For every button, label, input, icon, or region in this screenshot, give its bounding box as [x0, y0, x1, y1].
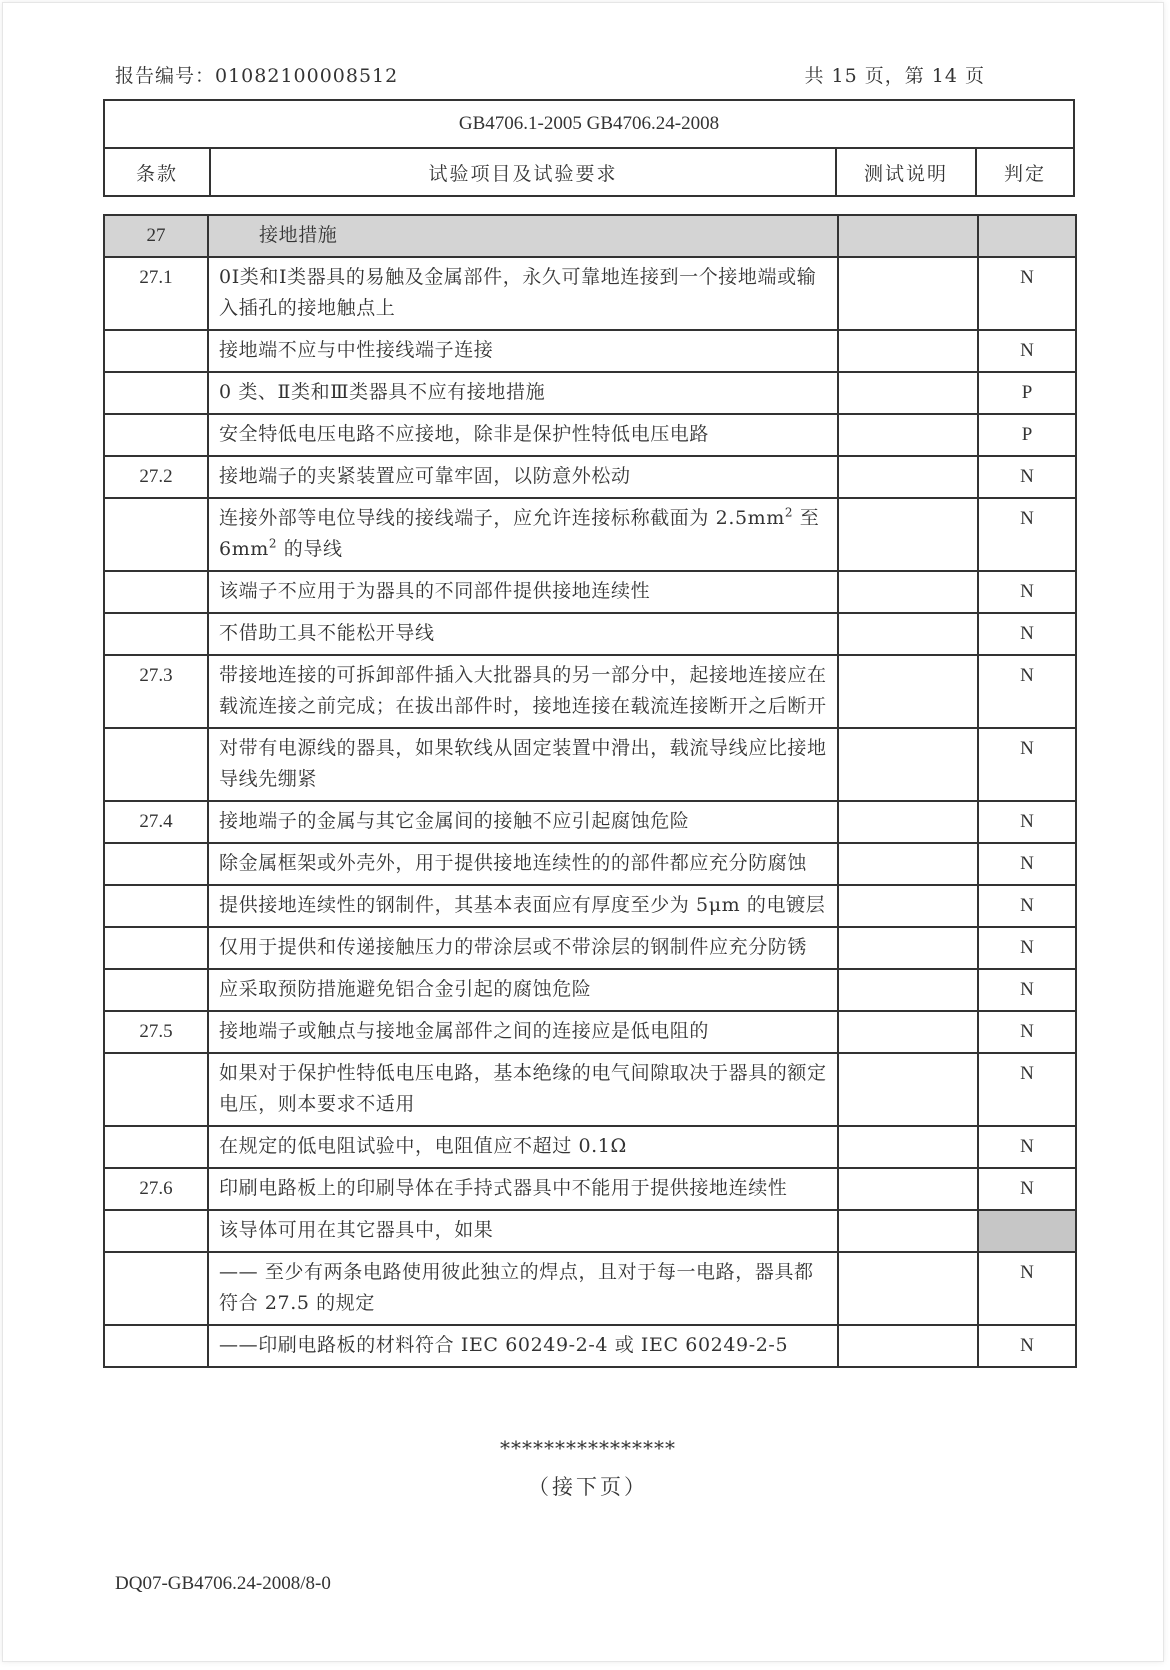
table-row — [104, 1168, 1076, 1210]
requirement-text: 对带有电源线的器具，如果软线从固定装置中滑出，载流导线应比接地导线先绷紧 — [208, 728, 838, 801]
test-remark — [838, 801, 978, 843]
table-row — [104, 969, 1076, 1011]
superscript: 2 — [268, 536, 278, 551]
verdict-cell: N — [978, 801, 1076, 843]
test-remark — [838, 372, 978, 414]
table-row — [104, 414, 1076, 456]
clause-number — [104, 1210, 208, 1252]
table-row — [104, 257, 1076, 330]
col-requirement: 试验项目及试验要求 — [210, 148, 836, 196]
table-row — [104, 1210, 1076, 1252]
requirement-text: 仅用于提供和传递接触压力的带涂层或不带涂层的钢制件应充分防锈 — [208, 927, 838, 969]
test-remark — [838, 1011, 978, 1053]
requirement-text: 提供接地连续性的钢制件，其基本表面应有厚度至少为 5μm 的电镀层 — [208, 885, 838, 927]
verdict-cell: N — [978, 498, 1076, 571]
col-clause: 条款 — [104, 148, 210, 196]
test-remark — [838, 1252, 978, 1325]
table-row — [104, 372, 1076, 414]
clause-number — [104, 728, 208, 801]
verdict-cell: N — [978, 1053, 1076, 1126]
clause-number — [104, 1126, 208, 1168]
superscript: 2 — [784, 505, 794, 520]
requirement-text: 如果对于保护性特低电压电路，基本绝缘的电气间隙取决于器具的额定电压，则本要求不适用 — [208, 1053, 838, 1126]
section-header-row — [104, 215, 1076, 257]
table-row — [104, 885, 1076, 927]
requirement-text: 印刷电路板上的印刷导体在手持式器具中不能用于提供接地连续性 — [208, 1168, 838, 1210]
requirement-text: 不借助工具不能松开导线 — [208, 613, 838, 655]
header-table — [103, 99, 1075, 197]
table-row — [104, 843, 1076, 885]
report-page — [2, 2, 1164, 1662]
test-remark — [838, 498, 978, 571]
table-row — [104, 1252, 1076, 1325]
test-remark — [838, 1168, 978, 1210]
clause-number — [104, 414, 208, 456]
clause-number — [104, 330, 208, 372]
clause-number — [104, 1252, 208, 1325]
clause-number — [104, 372, 208, 414]
test-remark — [838, 215, 978, 257]
requirement-text: ——印刷电路板的材料符合 IEC 60249-2-4 或 IEC 60249-2-5 — [208, 1325, 838, 1367]
clause-number — [104, 885, 208, 927]
clause-table — [103, 214, 1077, 1368]
test-remark — [838, 1210, 978, 1252]
verdict-cell: N — [978, 1168, 1076, 1210]
verdict-cell: N — [978, 969, 1076, 1011]
table-row — [104, 1325, 1076, 1367]
test-remark — [838, 613, 978, 655]
verdict-cell: P — [978, 414, 1076, 456]
test-remark — [838, 655, 978, 728]
col-remark: 测试说明 — [836, 148, 976, 196]
continued-note: （接下页） — [528, 1475, 648, 1499]
table-row — [104, 613, 1076, 655]
page-info: 共 15 页，第 14 页 — [804, 65, 985, 87]
test-remark — [838, 1126, 978, 1168]
requirement-fragment: 的导线 — [277, 538, 343, 560]
table-row — [104, 498, 1076, 571]
table-row — [104, 1053, 1076, 1126]
requirement-fragment: 连接外部等电位导线的接线端子，应允许连接标称截面为 2.5mm — [219, 507, 785, 529]
clause-number — [104, 969, 208, 1011]
verdict-cell — [978, 215, 1076, 257]
requirement-text: 在规定的低电阻试验中，电阻值应不超过 0.1Ω — [208, 1126, 838, 1168]
clause-number: 27.1 — [104, 257, 208, 330]
requirement-text: 接地端子或触点与接地金属部件之间的连接应是低电阻的 — [208, 1011, 838, 1053]
requirement-text: 除金属框架或外壳外，用于提供接地连续性的的部件都应充分防腐蚀 — [208, 843, 838, 885]
verdict-cell: N — [978, 927, 1076, 969]
clause-number — [104, 498, 208, 571]
table-row — [104, 801, 1076, 843]
verdict-cell: N — [978, 613, 1076, 655]
clause-number — [104, 927, 208, 969]
test-remark — [838, 257, 978, 330]
requirement-fragment: 至 6mm — [219, 507, 820, 560]
verdict-cell: N — [978, 655, 1076, 728]
table-row — [104, 456, 1076, 498]
verdict-cell: N — [978, 1011, 1076, 1053]
test-remark — [838, 885, 978, 927]
verdict-cell: N — [978, 1126, 1076, 1168]
clause-number: 27.4 — [104, 801, 208, 843]
verdict-cell: N — [978, 456, 1076, 498]
form-code: DQ07-GB4706.24-2008/8-0 — [115, 1573, 331, 1594]
requirement-text: 0I类和Ⅰ类器具的易触及金属部件，永久可靠地连接到一个接地端或输入插孔的接地触点上 — [208, 257, 838, 330]
clause-number: 27.6 — [104, 1168, 208, 1210]
requirement-text: 接地端子的金属与其它金属间的接触不应引起腐蚀危险 — [208, 801, 838, 843]
table-row — [104, 330, 1076, 372]
test-remark — [838, 843, 978, 885]
standard-title: GB4706.1-2005 GB4706.24-2008 — [104, 100, 1074, 148]
report-number: 报告编号：01082100008512 — [115, 65, 399, 87]
requirement-text: 安全特低电压电路不应接地，除非是保护性特低电压电路 — [208, 414, 838, 456]
end-mark: **************** — [500, 1436, 676, 1460]
requirement-text: 该导体可用在其它器具中，如果 — [208, 1210, 838, 1252]
verdict-cell: N — [978, 571, 1076, 613]
requirement-text: 该端子不应用于为器具的不同部件提供接地连续性 — [208, 571, 838, 613]
clause-number — [104, 843, 208, 885]
verdict-cell: N — [978, 330, 1076, 372]
table-row — [104, 571, 1076, 613]
requirement-text: 0 类、Ⅱ类和Ⅲ类器具不应有接地措施 — [208, 372, 838, 414]
test-remark — [838, 969, 978, 1011]
clause-number — [104, 1325, 208, 1367]
verdict-cell: N — [978, 728, 1076, 801]
test-remark — [838, 414, 978, 456]
table-row — [104, 1126, 1076, 1168]
verdict-cell: N — [978, 885, 1076, 927]
test-remark — [838, 728, 978, 801]
test-remark — [838, 927, 978, 969]
table-row — [104, 728, 1076, 801]
test-remark — [838, 330, 978, 372]
requirement-text: 接地端不应与中性接线端子连接 — [208, 330, 838, 372]
requirement-text — [208, 498, 838, 571]
verdict-cell: N — [978, 843, 1076, 885]
test-remark — [838, 1325, 978, 1367]
verdict-cell: N — [978, 257, 1076, 330]
table-row — [104, 655, 1076, 728]
col-verdict: 判定 — [976, 148, 1074, 196]
requirement-text: —— 至少有两条电路使用彼此独立的焊点，且对于每一电路，器具都符合 27.5 的规定 — [208, 1252, 838, 1325]
clause-number: 27.3 — [104, 655, 208, 728]
clause-number — [104, 571, 208, 613]
test-remark — [838, 571, 978, 613]
clause-number: 27.2 — [104, 456, 208, 498]
clause-number: 27 — [104, 215, 208, 257]
table-row — [104, 927, 1076, 969]
verdict-cell — [978, 1210, 1076, 1252]
clause-number — [104, 1053, 208, 1126]
requirement-text: 接地措施 — [208, 215, 838, 257]
table-row — [104, 1011, 1076, 1053]
test-remark — [838, 1053, 978, 1126]
verdict-cell: N — [978, 1252, 1076, 1325]
requirement-text: 带接地连接的可拆卸部件插入大批器具的另一部分中，起接地连接应在载流连接之前完成；在拔出部件时，接地连接在载流连接断开之后断开 — [208, 655, 838, 728]
verdict-cell: N — [978, 1325, 1076, 1367]
requirement-text: 接地端子的夹紧装置应可靠牢固，以防意外松动 — [208, 456, 838, 498]
clause-number — [104, 613, 208, 655]
test-remark — [838, 456, 978, 498]
clause-number: 27.5 — [104, 1011, 208, 1053]
verdict-cell: P — [978, 372, 1076, 414]
requirement-text: 应采取预防措施避免铝合金引起的腐蚀危险 — [208, 969, 838, 1011]
